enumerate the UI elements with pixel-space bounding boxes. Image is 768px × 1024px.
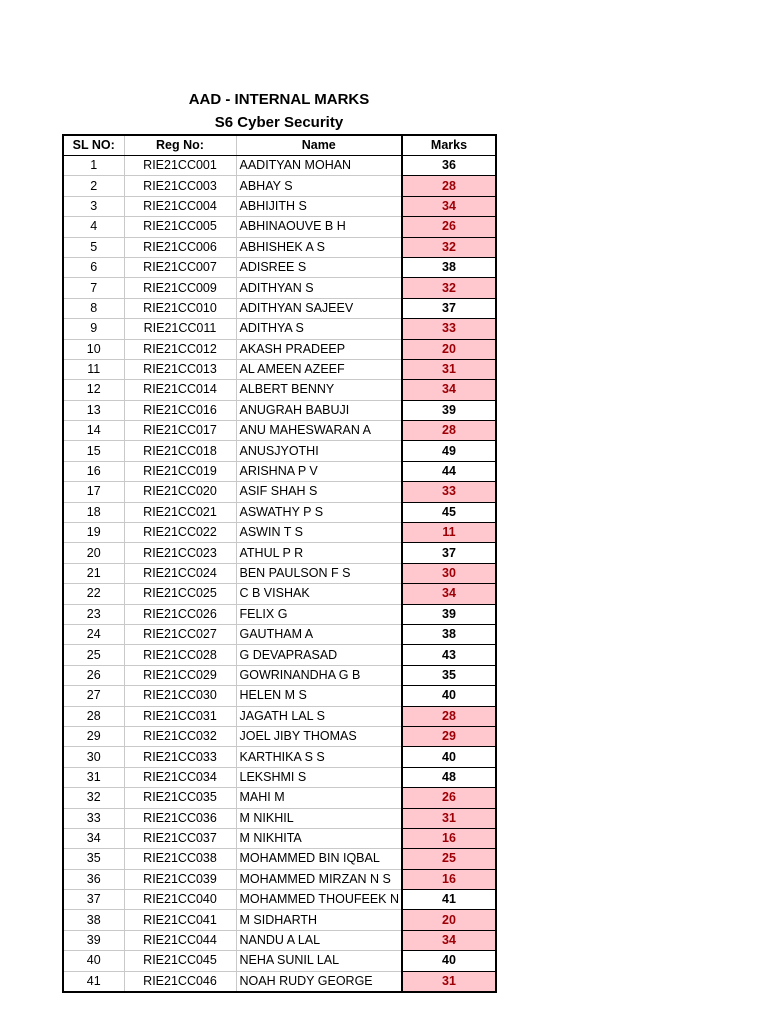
marks-cell: 39 (402, 400, 496, 420)
student-name-cell: ANUSJYOTHI (236, 441, 402, 461)
student-name-cell: ABHAY S (236, 176, 402, 196)
reg-no-cell: RIE21CC035 (124, 788, 236, 808)
marks-cell: 16 (402, 869, 496, 889)
marks-cell: 49 (402, 441, 496, 461)
student-name-cell: ANUGRAH BABUJI (236, 400, 402, 420)
reg-no-cell: RIE21CC044 (124, 930, 236, 950)
student-name-cell: G DEVAPRASAD (236, 645, 402, 665)
marks-cell: 37 (402, 543, 496, 563)
marks-cell: 40 (402, 747, 496, 767)
reg-no-cell: RIE21CC030 (124, 686, 236, 706)
reg-no-cell: RIE21CC018 (124, 441, 236, 461)
student-name-cell: FELIX G (236, 604, 402, 624)
table-row (63, 441, 496, 461)
table-row (63, 726, 496, 746)
sl-no-cell: 25 (63, 645, 124, 665)
reg-no-cell: RIE21CC019 (124, 461, 236, 481)
sl-no-cell: 1 (63, 156, 124, 176)
header-marks: Marks (402, 135, 496, 156)
table-row (63, 543, 496, 563)
reg-no-cell: RIE21CC031 (124, 706, 236, 726)
sl-no-cell: 2 (63, 176, 124, 196)
table-row (63, 217, 496, 237)
table-row (63, 298, 496, 318)
student-name-cell: MOHAMMED MIRZAN N S (236, 869, 402, 889)
sl-no-cell: 13 (63, 400, 124, 420)
student-name-cell: MOHAMMED BIN IQBAL (236, 849, 402, 869)
sl-no-cell: 17 (63, 482, 124, 502)
table-row (63, 319, 496, 339)
student-name-cell: AKASH PRADEEP (236, 339, 402, 359)
document-subtitle: S6 Cyber Security (214, 114, 344, 131)
sl-no-cell: 34 (63, 828, 124, 848)
sl-no-cell: 26 (63, 665, 124, 685)
student-name-cell: M NIKHITA (236, 828, 402, 848)
marks-cell: 32 (402, 278, 496, 298)
sl-no-cell: 14 (63, 421, 124, 441)
reg-no-cell: RIE21CC032 (124, 726, 236, 746)
student-name-cell: LEKSHMI S (236, 767, 402, 787)
sl-no-cell: 37 (63, 890, 124, 910)
reg-no-cell: RIE21CC038 (124, 849, 236, 869)
student-name-cell: NANDU A LAL (236, 930, 402, 950)
sl-no-cell: 23 (63, 604, 124, 624)
sl-no-cell: 36 (63, 869, 124, 889)
student-name-cell: JOEL JIBY THOMAS (236, 726, 402, 746)
marks-cell: 40 (402, 686, 496, 706)
sl-no-cell: 3 (63, 196, 124, 216)
reg-no-cell: RIE21CC011 (124, 319, 236, 339)
sl-no-cell: 22 (63, 584, 124, 604)
reg-no-cell: RIE21CC039 (124, 869, 236, 889)
table-row (63, 380, 496, 400)
sl-no-cell: 32 (63, 788, 124, 808)
student-name-cell: NEHA SUNIL LAL (236, 951, 402, 971)
table-row (63, 339, 496, 359)
sl-no-cell: 15 (63, 441, 124, 461)
reg-no-cell: RIE21CC041 (124, 910, 236, 930)
sl-no-cell: 33 (63, 808, 124, 828)
marks-cell: 25 (402, 849, 496, 869)
header-name: Name (236, 135, 402, 156)
student-name-cell: ABHIJITH S (236, 196, 402, 216)
table-row (63, 910, 496, 930)
reg-no-cell: RIE21CC029 (124, 665, 236, 685)
student-name-cell: ANU MAHESWARAN A (236, 421, 402, 441)
reg-no-cell: RIE21CC040 (124, 890, 236, 910)
sl-no-cell: 40 (63, 951, 124, 971)
marks-cell: 35 (402, 665, 496, 685)
student-name-cell: ALBERT BENNY (236, 380, 402, 400)
student-name-cell: NOAH RUDY GEORGE (236, 971, 402, 992)
table-row (63, 971, 496, 992)
reg-no-cell: RIE21CC017 (124, 421, 236, 441)
marks-cell: 26 (402, 788, 496, 808)
student-name-cell: GAUTHAM A (236, 624, 402, 644)
reg-no-cell: RIE21CC010 (124, 298, 236, 318)
sl-no-cell: 11 (63, 359, 124, 379)
table-row (63, 645, 496, 665)
sl-no-cell: 30 (63, 747, 124, 767)
table-row (63, 421, 496, 441)
marks-cell: 34 (402, 930, 496, 950)
reg-no-cell: RIE21CC016 (124, 400, 236, 420)
marks-cell: 38 (402, 624, 496, 644)
reg-no-cell: RIE21CC003 (124, 176, 236, 196)
table-row (63, 624, 496, 644)
reg-no-cell: RIE21CC014 (124, 380, 236, 400)
reg-no-cell: RIE21CC007 (124, 257, 236, 277)
reg-no-cell: RIE21CC033 (124, 747, 236, 767)
sl-no-cell: 35 (63, 849, 124, 869)
marks-cell: 34 (402, 380, 496, 400)
marks-cell: 28 (402, 706, 496, 726)
marks-cell: 31 (402, 808, 496, 828)
reg-no-cell: RIE21CC020 (124, 482, 236, 502)
table-row (63, 156, 496, 176)
reg-no-cell: RIE21CC005 (124, 217, 236, 237)
marks-cell: 41 (402, 890, 496, 910)
marks-cell: 38 (402, 257, 496, 277)
student-name-cell: ASWIN T S (236, 523, 402, 543)
student-name-cell: ADITHYA S (236, 319, 402, 339)
student-name-cell: AL AMEEN AZEEF (236, 359, 402, 379)
sl-no-cell: 5 (63, 237, 124, 257)
marks-cell: 20 (402, 910, 496, 930)
table-row (63, 461, 496, 481)
sl-no-cell: 4 (63, 217, 124, 237)
marks-cell: 37 (402, 298, 496, 318)
sl-no-cell: 18 (63, 502, 124, 522)
marks-cell: 39 (402, 604, 496, 624)
sl-no-cell: 8 (63, 298, 124, 318)
reg-no-cell: RIE21CC045 (124, 951, 236, 971)
marks-cell: 43 (402, 645, 496, 665)
reg-no-cell: RIE21CC036 (124, 808, 236, 828)
student-name-cell: MOHAMMED THOUFEEK N (236, 890, 402, 910)
marks-cell: 28 (402, 176, 496, 196)
student-name-cell: C B VISHAK (236, 584, 402, 604)
reg-no-cell: RIE21CC009 (124, 278, 236, 298)
table-row (63, 930, 496, 950)
table-row (63, 808, 496, 828)
student-name-cell: M SIDHARTH (236, 910, 402, 930)
sl-no-cell: 27 (63, 686, 124, 706)
marks-table (62, 134, 497, 993)
student-name-cell: GOWRINANDHA G B (236, 665, 402, 685)
table-body (63, 156, 496, 993)
table-row (63, 767, 496, 787)
marks-cell: 36 (402, 156, 496, 176)
table-row (63, 584, 496, 604)
student-name-cell: M NIKHIL (236, 808, 402, 828)
sl-no-cell: 41 (63, 971, 124, 992)
marks-cell: 44 (402, 461, 496, 481)
student-name-cell: ADITHYAN S (236, 278, 402, 298)
student-name-cell: ABHINAOUVE B H (236, 217, 402, 237)
sl-no-cell: 21 (63, 563, 124, 583)
reg-no-cell: RIE21CC012 (124, 339, 236, 359)
reg-no-cell: RIE21CC026 (124, 604, 236, 624)
reg-no-cell: RIE21CC027 (124, 624, 236, 644)
sl-no-cell: 16 (63, 461, 124, 481)
reg-no-cell: RIE21CC006 (124, 237, 236, 257)
table-row (63, 196, 496, 216)
table-row (63, 523, 496, 543)
student-name-cell: ADISREE S (236, 257, 402, 277)
table-row (63, 849, 496, 869)
marks-cell: 33 (402, 319, 496, 339)
sl-no-cell: 28 (63, 706, 124, 726)
reg-no-cell: RIE21CC022 (124, 523, 236, 543)
header-sl-no: SL NO: (63, 135, 124, 156)
marks-cell: 40 (402, 951, 496, 971)
table-header-row (63, 135, 496, 156)
document-title: AAD - INTERNAL MARKS (188, 91, 370, 108)
table-row (63, 176, 496, 196)
marks-cell: 34 (402, 196, 496, 216)
table-row (63, 686, 496, 706)
student-name-cell: JAGATH LAL S (236, 706, 402, 726)
sl-no-cell: 7 (63, 278, 124, 298)
sl-no-cell: 12 (63, 380, 124, 400)
reg-no-cell: RIE21CC023 (124, 543, 236, 563)
table-row (63, 257, 496, 277)
marks-cell: 30 (402, 563, 496, 583)
header-reg-no: Reg No: (124, 135, 236, 156)
reg-no-cell: RIE21CC046 (124, 971, 236, 992)
reg-no-cell: RIE21CC004 (124, 196, 236, 216)
sl-no-cell: 39 (63, 930, 124, 950)
student-name-cell: BEN PAULSON F S (236, 563, 402, 583)
table-row (63, 237, 496, 257)
reg-no-cell: RIE21CC037 (124, 828, 236, 848)
table-row (63, 951, 496, 971)
reg-no-cell: RIE21CC021 (124, 502, 236, 522)
marks-cell: 28 (402, 421, 496, 441)
table-row (63, 563, 496, 583)
student-name-cell: ASWATHY P S (236, 502, 402, 522)
marks-cell: 11 (402, 523, 496, 543)
table-row (63, 828, 496, 848)
sl-no-cell: 6 (63, 257, 124, 277)
sl-no-cell: 10 (63, 339, 124, 359)
table-row (63, 747, 496, 767)
table-row (63, 502, 496, 522)
marks-cell: 33 (402, 482, 496, 502)
table-row (63, 400, 496, 420)
table-row (63, 665, 496, 685)
sl-no-cell: 9 (63, 319, 124, 339)
marks-cell: 45 (402, 502, 496, 522)
student-name-cell: KARTHIKA S S (236, 747, 402, 767)
sl-no-cell: 29 (63, 726, 124, 746)
marks-cell: 16 (402, 828, 496, 848)
student-name-cell: ABHISHEK A S (236, 237, 402, 257)
reg-no-cell: RIE21CC013 (124, 359, 236, 379)
table-row (63, 604, 496, 624)
reg-no-cell: RIE21CC001 (124, 156, 236, 176)
table-row (63, 482, 496, 502)
marks-cell: 31 (402, 971, 496, 992)
student-name-cell: AADITYAN MOHAN (236, 156, 402, 176)
table-row (63, 869, 496, 889)
marks-cell: 31 (402, 359, 496, 379)
student-name-cell: ADITHYAN SAJEEV (236, 298, 402, 318)
table-row (63, 359, 496, 379)
table-row (63, 706, 496, 726)
marks-cell: 29 (402, 726, 496, 746)
reg-no-cell: RIE21CC034 (124, 767, 236, 787)
sl-no-cell: 31 (63, 767, 124, 787)
sl-no-cell: 38 (63, 910, 124, 930)
sl-no-cell: 20 (63, 543, 124, 563)
table-row (63, 278, 496, 298)
marks-cell: 34 (402, 584, 496, 604)
student-name-cell: ARISHNA P V (236, 461, 402, 481)
reg-no-cell: RIE21CC028 (124, 645, 236, 665)
student-name-cell: MAHI M (236, 788, 402, 808)
marks-cell: 20 (402, 339, 496, 359)
reg-no-cell: RIE21CC025 (124, 584, 236, 604)
student-name-cell: ATHUL P R (236, 543, 402, 563)
student-name-cell: HELEN M S (236, 686, 402, 706)
marks-cell: 48 (402, 767, 496, 787)
student-name-cell: ASIF SHAH S (236, 482, 402, 502)
marks-cell: 32 (402, 237, 496, 257)
sl-no-cell: 24 (63, 624, 124, 644)
reg-no-cell: RIE21CC024 (124, 563, 236, 583)
table-row (63, 890, 496, 910)
marks-cell: 26 (402, 217, 496, 237)
table-row (63, 788, 496, 808)
sl-no-cell: 19 (63, 523, 124, 543)
